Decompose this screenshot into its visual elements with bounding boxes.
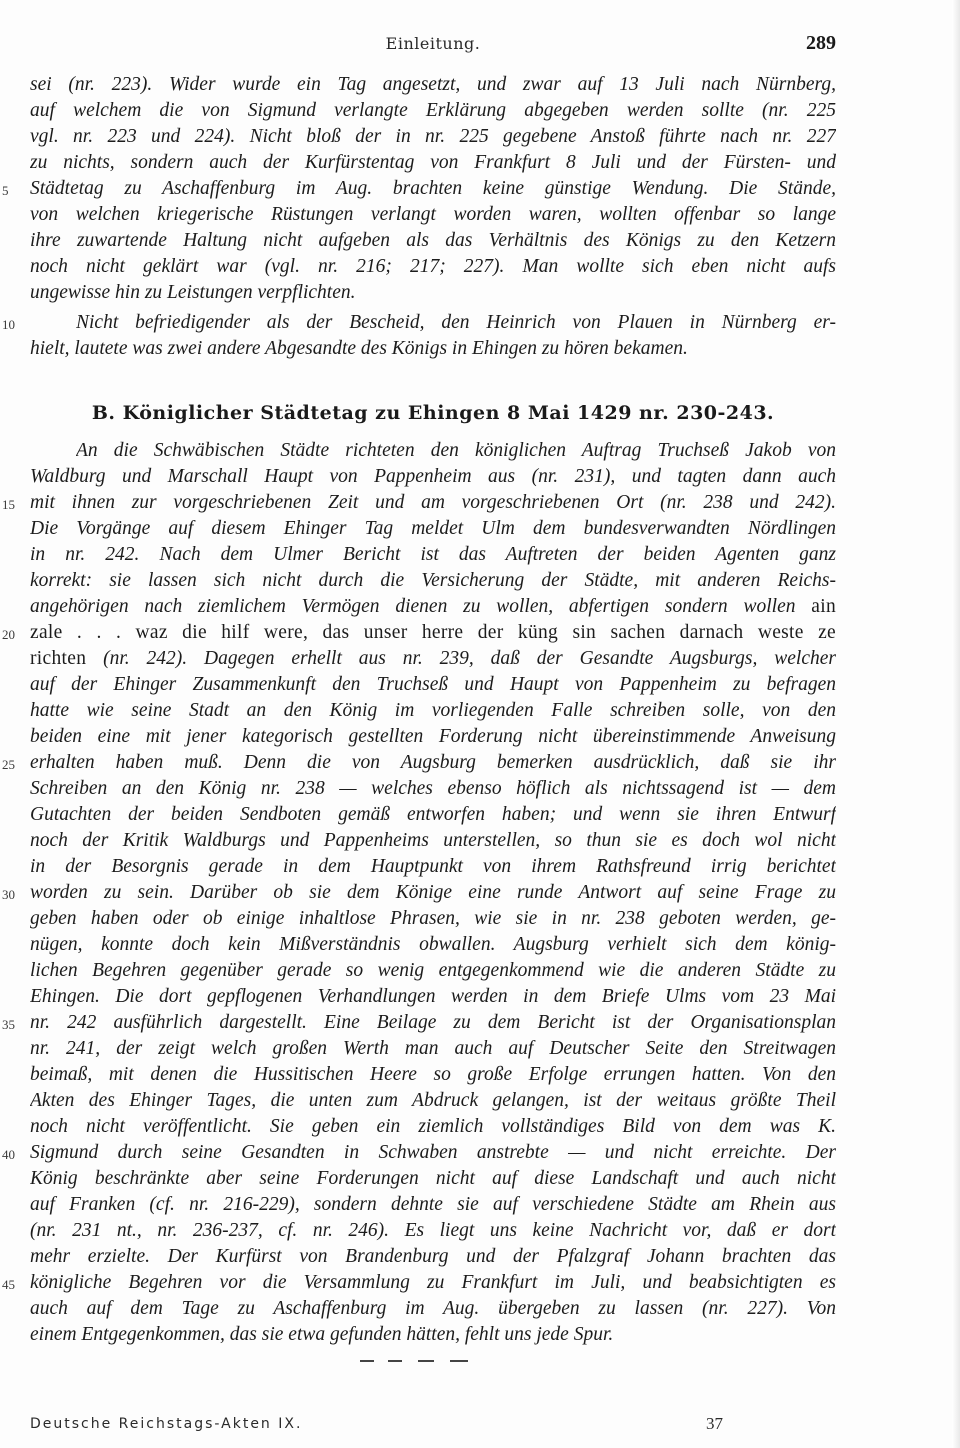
line-number: 10 [2, 317, 15, 332]
line-number: 30 [2, 887, 15, 902]
text-line: Die Vorgänge auf diesem Ehinger Tag meldet Ulm dem bundesverwandten Nördlingen [30, 518, 836, 539]
page-number: 289 [806, 32, 836, 54]
text-line: nr. 242 ausführlich dargestellt. Eine Beilage zu dem Bericht ist der Organisationsplan [30, 1012, 836, 1033]
text-line: mehr erzielte. Der Kurfürst von Brandenburg und der Pfalzgraf Johann brachten das [30, 1246, 836, 1267]
text-line: beimaß, mit denen die Hussitischen Heere so große Erfolge errungen hatten. Von den [30, 1064, 836, 1085]
page-header [30, 34, 836, 58]
text-line: auf der Ehinger Zusammenkunft den Truchseß und Haupt von Pappenheim zu befragen [30, 674, 836, 695]
text-segment: (nr. 242). Dagegen erhellt aus nr. 239, daß der Gesandte Augsburgs, welcher [86, 648, 836, 669]
footer-title: Deutsche Reichstags-Akten IX. [30, 1416, 303, 1432]
text-line: einem Entgegenkommen, das sie etwa gefunden hätten, fehlt uns jede Spur. [30, 1324, 614, 1345]
text-line: mit ihnen zur vorgeschriebenen Zeit und am vorgeschriebenen Ort (nr. 238 und 242). [30, 492, 836, 513]
text-line: geben haben oder ob einige inhaltlose Phrasen, wie sie in nr. 238 geboten werden, ge- [30, 908, 836, 929]
quoted-text: richten [30, 648, 87, 669]
text-line [30, 646, 836, 672]
quoted-text-line: zale . . . waz die hilf were, das unser herre der küng sin sachen darnach weste ze [30, 622, 836, 643]
text-line: König beschränkte aber seine Forderungen nicht auf diese Landschaft und auch nicht [30, 1168, 836, 1189]
page-footer [30, 1416, 836, 1440]
text-line: worden zu sein. Darüber ob sie dem Könige eine runde Antwort auf seine Frage zu [30, 882, 836, 903]
line-number: 15 [2, 497, 15, 512]
text-line: nügen, konnte doch kein Mißverständnis obwallen. Augsburg verhielt sich dem könig- [30, 934, 836, 955]
line-number: 5 [2, 183, 9, 198]
scan-edge [952, 0, 960, 1448]
dash-mark [388, 1360, 402, 1362]
text-line: in der Besorgnis gerade in dem Hauptpunkt von ihrem Rathsfreund irrig berichtet [30, 856, 836, 877]
text-line: korrekt: sie lassen sich nicht durch die Versicherung der Städte, mit anderen Reichs- [30, 570, 836, 591]
text-line: von welchen kriegerische Rüstungen verlangt worden waren, wollten offenbar so lange [30, 204, 836, 225]
line-number: 25 [2, 757, 15, 772]
section-end-dashes [360, 1360, 480, 1364]
text-line: Ehingen. Die dort gepflogenen Verhandlungen werden in dem Briefe Ulms vom 23 Mai [30, 986, 836, 1007]
text-line: Gutachten der beiden Sendboten gemäß entworfen haben; und wenn sie ihren Entwurf [30, 804, 836, 825]
text-line: auf Franken (cf. nr. 216-229), sondern dehnte sie auf verschiedene Städte am Rhein aus [30, 1194, 836, 1215]
text-line: ungewisse hin zu Leistungen verpflichten. [30, 282, 356, 303]
signature-mark: 37 [706, 1414, 723, 1433]
running-title: Einleitung. [385, 34, 481, 53]
line-number: 35 [2, 1017, 15, 1032]
dash-mark [360, 1360, 374, 1362]
text-line: lichen Begehren gegenüber gerade so wenig entgegenkommend wie die anderen Städte zu [30, 960, 836, 981]
text-line: noch der Kritik Waldburgs und Pappenheims unterstellen, so thun sie es doch wol nicht [30, 830, 836, 851]
text-line: noch nicht veröffentlicht. Sie geben ein ziemlich vollständiges Bild von dem was K. [30, 1116, 836, 1137]
text-line: Städtetag zu Aschaffenburg im Aug. brachten keine günstige Wendung. Die Stände, [30, 178, 836, 199]
text-line: vgl. nr. 223 und 224). Nicht bloß der in nr. 225 gegebene Anstoß führte nach nr. 227 [30, 126, 836, 147]
text-line: noch nicht geklärt war (vgl. nr. 216; 217; 227). Man wollte sich eben nicht aufs [30, 256, 836, 277]
dash-mark [418, 1360, 434, 1362]
text-line: Waldburg und Marschall Haupt von Pappenheim aus (nr. 231), und tagten dann auch [30, 466, 836, 487]
text-line: königliche Begehren vor die Versammlung zu Frankfurt im Juli, und beabsichtigten es [30, 1272, 836, 1293]
line-number: 20 [2, 627, 15, 642]
text-line: in nr. 242. Nach dem Ulmer Bericht ist das Auftreten der beiden Agenten ganz [30, 544, 836, 565]
text-line: nr. 241, der zeigt welch großen Werth man auch auf Deutscher Seite den Streitwagen [30, 1038, 836, 1059]
quoted-text: ain [811, 596, 836, 617]
line-number: 40 [2, 1147, 15, 1162]
text-line: hielt, lautete was zwei andere Abgesandte des Königs in Ehingen zu hören bekamen. [30, 338, 688, 359]
text-line: ihre zuwartende Haltung nicht aufgeben als das Verhältnis des Königs zu den Ketzern [30, 230, 836, 251]
text-line: (nr. 231 nt., nr. 236-237, cf. nr. 246). Es liegt uns keine Nachricht vor, daß er dort [30, 1220, 836, 1241]
text-line: hatte wie seine Stadt an den König im vorliegenden Falle schreiben solle, von den [30, 700, 836, 721]
line-number: 45 [2, 1277, 15, 1292]
text-line: Akten des Ehinger Tages, die unten zum Abdruck gelangen, ist der weitaus größte Theil [30, 1090, 836, 1111]
section-heading: B. Königlicher Städtetag zu Ehingen 8 Mai 1429 nr. 230-243. [91, 402, 775, 424]
text-line: An die Schwäbischen Städte richteten den königlichen Auftrag Truchseß Jakob von [76, 440, 836, 461]
text-segment: angehörigen nach ziemlichem Vermögen dienen zu wollen, abfertigen sondern wollen [30, 596, 796, 617]
text-line: auch auf dem Tage zu Aschaffenburg im Aug. übergeben zu lassen (nr. 227). Von [30, 1298, 836, 1319]
text-line: sei (nr. 223). Wider wurde ein Tag angesetzt, und zwar auf 13 Juli nach Nürnberg, [30, 74, 836, 95]
text-line: auf welchem die von Sigmund verlangte Erklärung abgegeben werden sollte (nr. 225 [30, 100, 836, 121]
text-line: erhalten haben muß. Denn die von Augsburg bemerken ausdrücklich, daß sie ihr [30, 752, 836, 773]
text-line: beiden eine mit jener kategorisch gestellten Forderung nicht übereinstimmende Anweisung [30, 726, 836, 747]
text-line: Schreiben an den König nr. 238 — welches ebenso höflich als nichtssagend ist — dem [30, 778, 836, 799]
text-line: Nicht befriedigender als der Bescheid, den Heinrich von Plauen in Nürnberg er- [76, 312, 836, 333]
text-line: zu nichts, sondern auch der Kurfürstentag von Frankfurt 8 Juli und der Fürsten- und [30, 152, 836, 173]
text-line [30, 594, 836, 620]
dash-mark [450, 1360, 468, 1362]
text-line: Sigmund durch seine Gesandten in Schwaben anstrebte — und nicht erreichte. Der [30, 1142, 836, 1163]
